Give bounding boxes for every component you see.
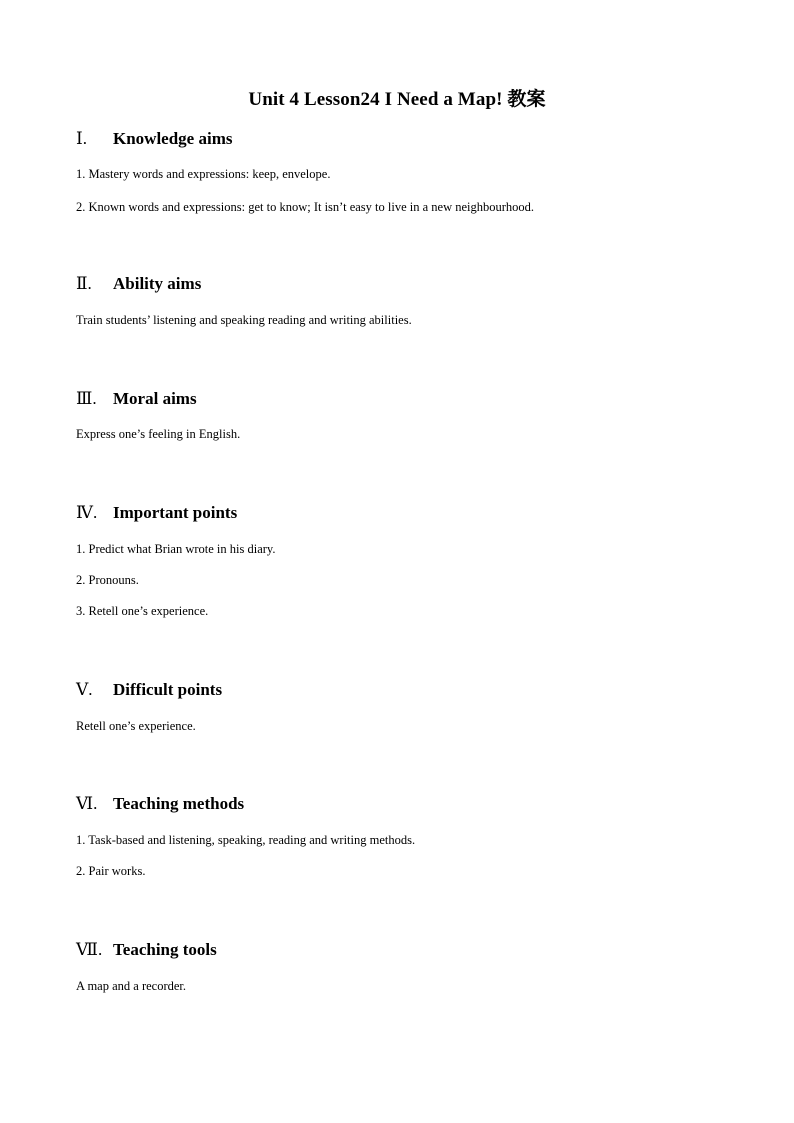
paragraph-line: Express one’s feeling in English.	[76, 427, 241, 441]
section-heading	[76, 793, 756, 815]
section-heading	[76, 939, 756, 961]
section-numeral: Ⅵ.	[76, 794, 98, 813]
section-title: Ability aims	[113, 274, 202, 293]
section-title: Teaching methods	[113, 794, 245, 813]
section-heading	[76, 388, 756, 410]
section-heading	[76, 502, 756, 524]
paragraph-line: 1. Task-based and listening, speaking, reading and writing methods.	[76, 833, 416, 847]
section-difficult-points	[76, 679, 756, 733]
section-numeral: Ⅳ.	[76, 503, 98, 522]
paragraph-line: 1. Mastery words and expressions: keep, envelope.	[76, 167, 331, 181]
paragraph-line: 1. Predict what Brian wrote in his diary.	[76, 542, 276, 556]
section-teaching-methods	[76, 793, 756, 878]
section-numeral: Ⅰ.	[76, 129, 87, 148]
section-title: Knowledge aims	[113, 129, 233, 148]
paragraph-line: 2. Pair works.	[76, 864, 146, 878]
section-numeral: Ⅲ.	[76, 389, 97, 408]
section-knowledge-aims	[76, 128, 756, 214]
section-numeral: Ⅴ.	[76, 680, 93, 699]
paragraph-line: 3. Retell one’s experience.	[76, 604, 209, 618]
section-ability-aims	[76, 273, 756, 327]
paragraph-line: A map and a recorder.	[76, 979, 187, 993]
section-teaching-tools	[76, 939, 756, 993]
paragraph-line: Retell one’s experience.	[76, 719, 196, 733]
section-title: Important points	[113, 503, 238, 522]
paragraph-line: 2. Pronouns.	[76, 573, 139, 587]
section-title: Moral aims	[113, 389, 197, 408]
paragraph-line: 2. Known words and expressions: get to know; It isn’t easy to live in a new neighbourhood.	[76, 200, 535, 214]
section-heading	[76, 679, 756, 701]
section-numeral: Ⅶ.	[76, 940, 103, 959]
section-heading	[76, 128, 756, 150]
paragraph-line: Train students’ listening and speaking reading and writing abilities.	[76, 313, 412, 327]
section-title: Teaching tools	[113, 940, 217, 959]
document-title: Unit 4 Lesson24 I Need a Map! 教案	[248, 89, 546, 110]
section-numeral: Ⅱ.	[76, 274, 92, 293]
section-title: Difficult points	[113, 680, 223, 699]
section-moral-aims	[76, 388, 756, 441]
section-important-points	[76, 502, 756, 618]
section-heading	[76, 273, 756, 295]
